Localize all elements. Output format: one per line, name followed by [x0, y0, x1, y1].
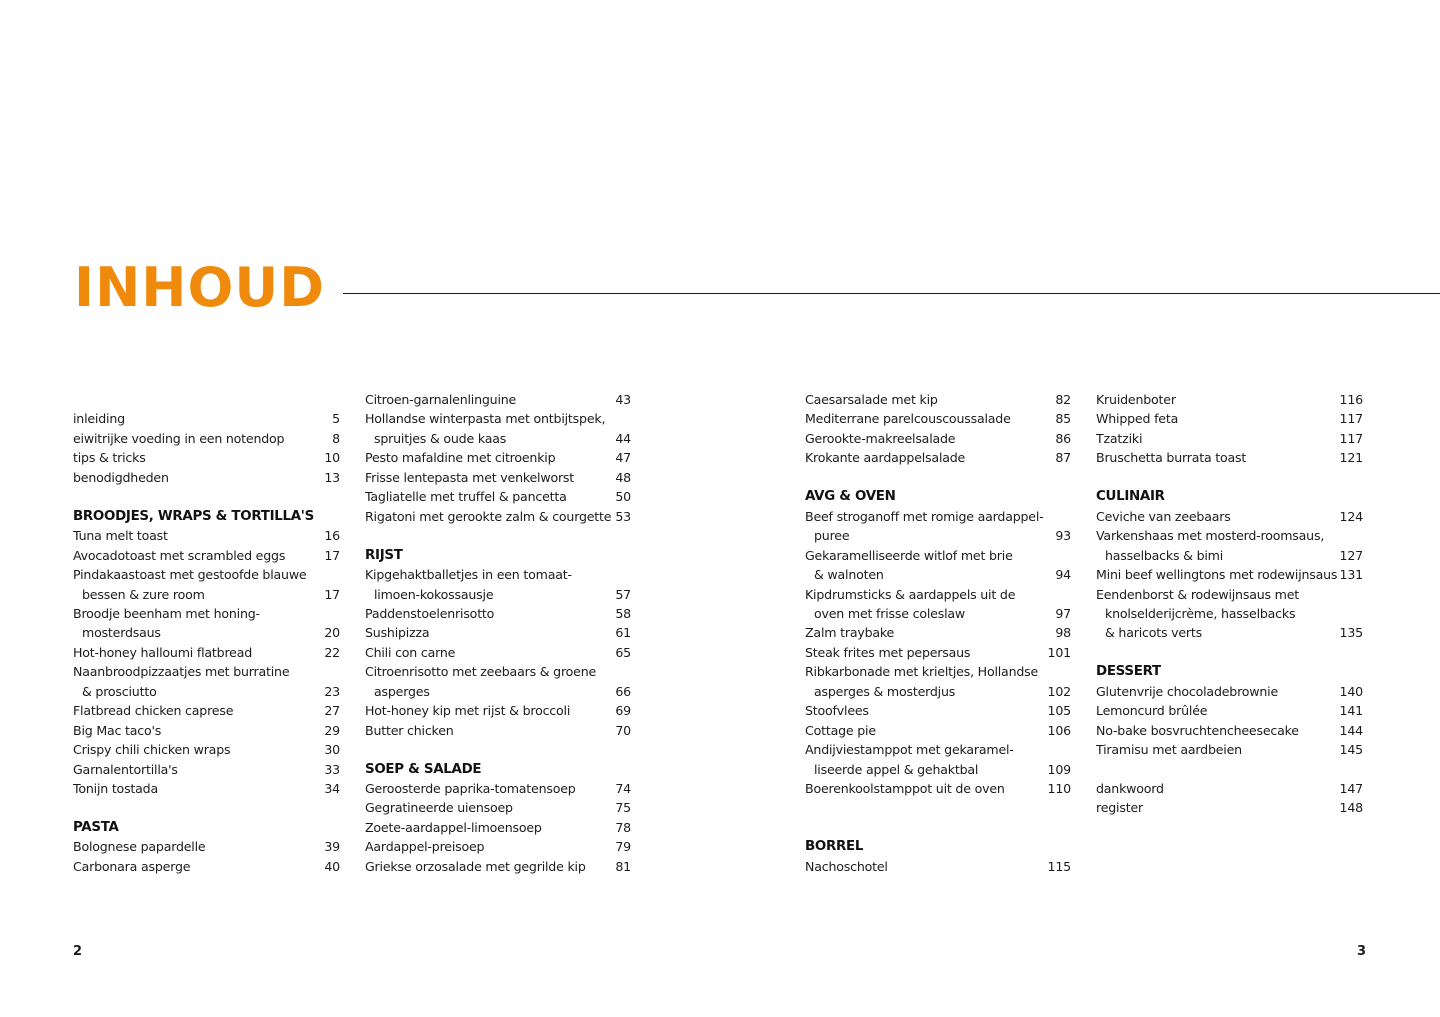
toc-entry-page: 65 — [615, 644, 631, 660]
toc-column-4 — [1096, 390, 1363, 818]
toc-entry — [805, 507, 1071, 546]
toc-entry — [805, 585, 1071, 624]
toc-entry-title: Krokante aardappelsalade — [805, 450, 966, 466]
toc-group — [1096, 682, 1363, 760]
toc-entry-page: 124 — [1339, 508, 1363, 524]
toc-entry-title: Garnalentortilla's — [73, 761, 178, 777]
toc-entry — [1096, 585, 1363, 643]
toc-entry — [805, 409, 1071, 428]
toc-entry-title: Ceviche van zeebaars — [1096, 508, 1231, 524]
spacer — [805, 468, 1071, 487]
toc-entry-page: 29 — [324, 722, 340, 738]
toc-entry — [805, 429, 1071, 448]
toc-group — [365, 565, 631, 740]
toc-entry — [805, 390, 1071, 409]
toc-entry-title: Sushipizza — [365, 625, 430, 641]
toc-group — [1096, 779, 1363, 818]
page-title: INHOUD — [74, 256, 326, 319]
toc-entry-title: benodigdheden — [73, 469, 169, 485]
spacer — [73, 390, 340, 409]
toc-entry — [365, 857, 631, 876]
toc-entry — [1096, 701, 1363, 720]
toc-entry — [805, 623, 1071, 642]
toc-entry — [1096, 409, 1363, 428]
toc-entry-title: Hot-honey kip met rijst & broccoli — [365, 703, 571, 719]
toc-entry — [1096, 429, 1363, 448]
toc-entry-title: Geroosterde paprika-tomatensoep — [365, 781, 576, 797]
spacer — [1096, 760, 1363, 779]
toc-entry — [365, 448, 631, 467]
toc-column-3 — [805, 390, 1071, 876]
spacer — [805, 799, 1071, 838]
toc-entry-title: Cottage pie — [805, 722, 876, 738]
toc-entry-page: 58 — [615, 605, 631, 621]
toc-entry-page: 145 — [1339, 742, 1363, 758]
toc-entry-title: Tzatziki — [1096, 430, 1143, 446]
toc-entry-title: Gekaramelliseerde witlof met brie — [805, 547, 1013, 563]
toc-entry — [1096, 798, 1363, 817]
toc-entry-page: 93 — [1055, 528, 1071, 544]
toc-entry-title: Stoofvlees — [805, 703, 869, 719]
toc-entry-title: Caesarsalade met kip — [805, 392, 938, 407]
toc-group — [1096, 507, 1363, 643]
toc-group — [365, 779, 631, 876]
toc-entry — [805, 546, 1071, 585]
toc-entry-page: 144 — [1339, 722, 1363, 738]
section-heading-culinair: CULINAIR — [1096, 489, 1165, 505]
toc-entry — [805, 643, 1071, 662]
toc-entry-title: Eendenborst & rodewijnsaus met — [1096, 586, 1300, 602]
toc-entry-page: 131 — [1339, 567, 1363, 583]
toc-entry-title: register — [1096, 800, 1143, 816]
toc-entry-page: 33 — [324, 761, 340, 777]
toc-group — [1096, 390, 1363, 468]
toc-entry-page: 30 — [324, 742, 340, 758]
toc-group — [73, 837, 340, 876]
toc-entry — [805, 701, 1071, 720]
toc-entry-title: Pindakaastoast met gestoofde blauwe — [73, 567, 307, 583]
toc-entry — [73, 837, 340, 856]
toc-entry-page: 13 — [324, 469, 340, 485]
toc-entry-title: Frisse lentepasta met venkelworst — [365, 469, 575, 485]
toc-entry — [805, 662, 1071, 701]
spacer — [73, 798, 340, 817]
toc-entry-title: Mini beef wellingtons met rodewijnsaus — [1096, 567, 1338, 583]
toc-entry — [805, 779, 1071, 798]
toc-entry-page: 98 — [1055, 625, 1071, 641]
toc-entry-title: inleiding — [73, 411, 125, 427]
spacer — [365, 526, 631, 545]
toc-entry-title: knolselderijcrème, hasselbacks — [1105, 605, 1296, 621]
toc-entry-title: Citroenrisotto met zeebaars & groene — [365, 664, 597, 680]
toc-entry-title: asperges & mosterdjus — [814, 683, 956, 699]
toc-entry-page: 106 — [1047, 722, 1071, 738]
toc-entry — [73, 429, 340, 448]
toc-entry — [1096, 721, 1363, 740]
toc-entry — [1096, 565, 1363, 584]
toc-entry-page: 85 — [1055, 411, 1071, 427]
toc-entry — [805, 740, 1071, 779]
toc-entry — [365, 623, 631, 642]
toc-entry — [73, 740, 340, 759]
toc-entry — [1096, 740, 1363, 759]
toc-entry-page: 5 — [332, 411, 340, 427]
toc-entry-title: liseerde appel & gehaktbal — [814, 761, 979, 777]
toc-entry-title: & haricots verts — [1105, 625, 1203, 641]
section-heading-broodjes: BROODJES, WRAPS & TORTILLA'S — [73, 508, 314, 524]
toc-entry-page: 22 — [324, 644, 340, 660]
toc-entry-title: Mediterrane parelcouscoussalade — [805, 411, 1011, 427]
toc-entry-title: Varkenshaas met mosterd-roomsaus, — [1096, 528, 1325, 544]
toc-entry — [73, 643, 340, 662]
toc-entry-page: 127 — [1339, 547, 1363, 563]
toc-entry-page: 50 — [615, 489, 631, 505]
toc-entry-title: Gegratineerde uiensoep — [365, 800, 513, 816]
toc-entry-title: Chili con carne — [365, 644, 456, 660]
toc-entry — [365, 565, 631, 604]
toc-entry — [73, 448, 340, 467]
toc-entry-title: Kruidenboter — [1096, 392, 1176, 407]
toc-entry — [73, 546, 340, 565]
toc-entry — [73, 857, 340, 876]
toc-entry — [1096, 526, 1363, 565]
toc-entry-title: & prosciutto — [82, 683, 157, 699]
toc-group — [73, 526, 340, 798]
toc-entry-title: Flatbread chicken caprese — [73, 703, 234, 719]
toc-entry-title: Gerookte-makreelsalade — [805, 430, 956, 446]
toc-group — [365, 390, 631, 526]
toc-entry-title: Nachoschotel — [805, 858, 888, 874]
toc-entry-page: 23 — [324, 683, 340, 699]
toc-entry-page: 81 — [615, 858, 631, 874]
toc-entry-title: Broodje beenham met honing- — [73, 605, 260, 621]
toc-entry-page: 147 — [1339, 781, 1363, 797]
toc-entry-title: Lemoncurd brûlée — [1096, 703, 1208, 719]
toc-entry-title: Hot-honey halloumi flatbread — [73, 644, 253, 660]
toc-entry-page: 34 — [324, 781, 340, 797]
toc-entry-title: Bolognese papardelle — [73, 839, 206, 855]
toc-entry — [1096, 779, 1363, 798]
toc-entry-title: Butter chicken — [365, 722, 454, 738]
toc-entry-page: 70 — [615, 722, 631, 738]
toc-entry-title: Kipdrumsticks & aardappels uit de — [805, 586, 1016, 602]
toc-entry-page: 10 — [324, 450, 340, 466]
spacer — [1096, 468, 1363, 487]
toc-entry — [365, 721, 631, 740]
toc-entry-title: Citroen-garnalenlinguine — [365, 392, 517, 407]
toc-entry-title: tips & tricks — [73, 450, 146, 466]
toc-entry — [365, 604, 631, 623]
toc-entry — [1096, 682, 1363, 701]
toc-entry-page: 44 — [615, 430, 631, 446]
title-divider — [343, 293, 1440, 294]
toc-entry-title: spruitjes & oude kaas — [374, 430, 507, 446]
toc-entry — [805, 448, 1071, 467]
toc-entry-page: 74 — [615, 781, 631, 797]
toc-entry-title: No-bake bosvruchtencheesecake — [1096, 722, 1299, 738]
toc-entry — [73, 662, 340, 701]
toc-entry-title: Andijviestamppot met gekaramel- — [805, 742, 1014, 758]
toc-entry-title: Big Mac taco's — [73, 722, 162, 738]
toc-entry-page: 117 — [1339, 430, 1363, 446]
toc-entry-page: 47 — [615, 450, 631, 466]
toc-entry-page: 17 — [324, 547, 340, 563]
toc-entry-title: mosterdsaus — [82, 625, 161, 641]
toc-entry — [365, 390, 631, 409]
section-heading-rijst: RIJST — [365, 547, 403, 563]
toc-group — [73, 409, 340, 487]
toc-group — [805, 857, 1071, 876]
toc-entry-title: Steak frites met pepersaus — [805, 644, 971, 660]
toc-entry-page: 94 — [1055, 567, 1071, 583]
toc-entry-page: 115 — [1047, 858, 1071, 874]
toc-entry-page: 20 — [324, 625, 340, 641]
toc-entry-page: 78 — [615, 819, 631, 835]
toc-entry-title: limoen-kokossausje — [374, 586, 494, 602]
toc-entry-page: 39 — [324, 839, 340, 855]
toc-entry-title: Carbonara asperge — [73, 858, 191, 874]
toc-entry-title: hasselbacks & bimi — [1105, 547, 1224, 563]
toc-entry-page: 116 — [1339, 392, 1363, 407]
toc-entry-title: Pesto mafaldine met citroenkip — [365, 450, 556, 466]
toc-entry-title: bessen & zure room — [82, 586, 205, 602]
toc-entry-title: Tuna melt toast — [73, 528, 168, 544]
toc-entry — [365, 487, 631, 506]
toc-entry — [73, 779, 340, 798]
toc-entry-page: 16 — [324, 528, 340, 544]
toc-entry — [73, 526, 340, 545]
toc-entry-title: Beef stroganoff met romige aardappel- — [805, 508, 1044, 524]
section-heading-borrel: BORREL — [805, 839, 864, 855]
toc-entry-page: 102 — [1047, 683, 1071, 699]
toc-entry-title: Glutenvrije chocoladebrownie — [1096, 683, 1279, 699]
toc-entry-page: 79 — [615, 839, 631, 855]
toc-entry-page: 43 — [615, 392, 631, 407]
toc-entry — [73, 760, 340, 779]
section-heading-pasta: PASTA — [73, 819, 119, 835]
toc-entry — [73, 604, 340, 643]
toc-entry-page: 110 — [1047, 781, 1071, 797]
toc-entry-page: 8 — [332, 430, 340, 446]
toc-entry-title: Zalm traybake — [805, 625, 895, 641]
toc-entry-title: Tonijn tostada — [73, 781, 158, 797]
toc-entry-page: 17 — [324, 586, 340, 602]
toc-entry — [365, 662, 631, 701]
toc-entry-page: 40 — [324, 858, 340, 874]
toc-entry-title: Crispy chili chicken wraps — [73, 742, 231, 758]
toc-entry-page: 121 — [1339, 450, 1363, 466]
toc-entry-title: & walnoten — [814, 567, 884, 583]
toc-entry-page: 105 — [1047, 703, 1071, 719]
toc-entry-title: Zoete-aardappel-limoensoep — [365, 819, 542, 835]
toc-entry-title: asperges — [374, 683, 430, 699]
toc-entry — [805, 721, 1071, 740]
toc-entry — [1096, 507, 1363, 526]
page-number-left: 2 — [73, 944, 83, 959]
toc-entry-page: 87 — [1055, 450, 1071, 466]
toc-entry — [73, 468, 340, 487]
toc-entry-page: 61 — [615, 625, 631, 641]
toc-entry-title: dankwoord — [1096, 781, 1164, 797]
toc-entry — [365, 798, 631, 817]
spacer — [1096, 643, 1363, 662]
toc-entry-page: 141 — [1339, 703, 1363, 719]
toc-entry-title: puree — [814, 528, 850, 544]
toc-entry-title: Aardappel-preisoep — [365, 839, 485, 855]
toc-entry-title: Avocadotoast met scrambled eggs — [73, 547, 286, 563]
section-heading-avg: AVG & OVEN — [805, 489, 896, 505]
toc-entry-title: oven met frisse coleslaw — [814, 605, 965, 621]
toc-group — [805, 507, 1071, 799]
toc-entry — [73, 721, 340, 740]
toc-entry-title: eiwitrijke voeding in een notendop — [73, 430, 285, 446]
toc-entry — [365, 507, 631, 526]
toc-column-2 — [365, 390, 631, 876]
toc-entry-page: 66 — [615, 683, 631, 699]
toc-entry-title: Whipped feta — [1096, 411, 1179, 427]
toc-entry — [1096, 390, 1363, 409]
toc-entry-page: 97 — [1055, 605, 1071, 621]
toc-entry — [73, 701, 340, 720]
toc-entry-page: 75 — [615, 800, 631, 816]
toc-entry-title: Tagliatelle met truffel & pancetta — [365, 489, 567, 505]
toc-entry-page: 101 — [1047, 644, 1071, 660]
toc-entry-page: 140 — [1339, 683, 1363, 699]
toc-entry — [365, 701, 631, 720]
toc-entry-title: Naanbroodpizzaatjes met burratine — [73, 664, 290, 680]
toc-entry-page: 135 — [1339, 625, 1363, 641]
toc-entry — [73, 565, 340, 604]
toc-entry — [365, 818, 631, 837]
toc-entry — [1096, 448, 1363, 467]
toc-entry-page: 69 — [615, 703, 631, 719]
toc-entry — [805, 857, 1071, 876]
toc-entry-title: Boerenkoolstamppot uit de oven — [805, 781, 1005, 797]
toc-entry-title: Paddenstoelenrisotto — [365, 605, 495, 621]
toc-entry-title: Griekse orzosalade met gegrilde kip — [365, 858, 586, 874]
page-number-right: 3 — [1357, 944, 1367, 959]
toc-entry-title: Kipgehaktballetjes in een tomaat- — [365, 567, 572, 583]
toc-entry — [365, 837, 631, 856]
toc-entry-title: Hollandse winterpasta met ontbijtspek, — [365, 411, 606, 427]
toc-entry — [365, 468, 631, 487]
toc-entry-title: Bruschetta burrata toast — [1096, 450, 1247, 466]
toc-entry-page: 82 — [1055, 392, 1071, 407]
spacer — [365, 740, 631, 759]
toc-entry-title: Tiramisu met aardbeien — [1096, 742, 1242, 758]
toc-column-1 — [73, 390, 340, 876]
toc-entry — [365, 409, 631, 448]
toc-entry-page: 117 — [1339, 411, 1363, 427]
spacer — [73, 487, 340, 506]
section-heading-soep: SOEP & SALADE — [365, 761, 482, 777]
toc-entry — [73, 409, 340, 428]
toc-entry-title: Ribkarbonade met krieltjes, Hollandse — [805, 664, 1039, 680]
toc-group — [805, 390, 1071, 468]
toc-entry-page: 148 — [1339, 800, 1363, 816]
toc-entry-page: 109 — [1047, 761, 1071, 777]
section-heading-dessert: DESSERT — [1096, 664, 1161, 680]
toc-entry-page: 27 — [324, 703, 340, 719]
toc-entry-page: 53 — [615, 508, 631, 524]
toc-entry-page: 48 — [615, 469, 631, 485]
toc-entry-title: Rigatoni met gerookte zalm & courgette — [365, 508, 612, 524]
toc-entry-page: 86 — [1055, 430, 1071, 446]
toc-entry — [365, 779, 631, 798]
toc-entry-page: 57 — [615, 586, 631, 602]
toc-entry — [365, 643, 631, 662]
